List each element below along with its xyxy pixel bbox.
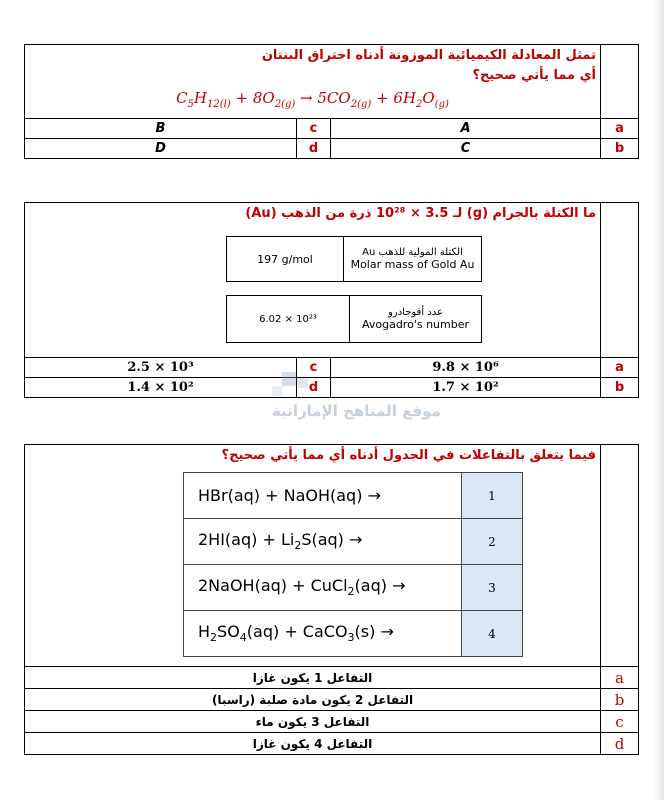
reaction-equation: HBr(aq) + NaOH(aq) →	[184, 473, 462, 519]
answer-cell[interactable]: 1.7 × 10²	[331, 378, 601, 398]
option-letter: d	[601, 733, 639, 755]
answer-cell[interactable]: C	[331, 139, 601, 159]
question-1-stem-line-2: أي مما يأتي صحيح؟	[472, 68, 597, 83]
answer-letter: a	[601, 119, 639, 139]
question-1-number-cell	[601, 45, 639, 119]
reaction-number: 3	[462, 565, 523, 611]
question-3-number-cell	[601, 445, 639, 667]
reaction-equation: $2HI(aq) + Li_2S(aq)$ →	[184, 519, 462, 565]
option-letter: a	[601, 667, 639, 689]
answer-cell[interactable]: B	[25, 119, 297, 139]
question-2-stem-text: ما الكتلة بالجرام (g) لـ 3.5 × 10²⁸ ذرة من الذهب (Au)	[245, 206, 596, 221]
answer-letter: a	[601, 358, 639, 378]
watermark-text: موقع المناهج الإماراتية	[272, 402, 441, 420]
answer-cell[interactable]: A	[331, 119, 601, 139]
answer-cell[interactable]: 2.5 × 10³	[25, 358, 297, 378]
avogadro-label-ar: عدد أفوجادرو	[388, 307, 443, 318]
reaction-equation: $H_2SO_4(aq)$ + CaCO$_3$(s) →	[184, 611, 462, 657]
answer-letter: b	[601, 139, 639, 159]
question-2-number-cell	[601, 203, 639, 358]
combustion-equation: $C_5H_{12(l)} + 8O_{2(g)} \to 5CO_{2(g)} + 6H_2O_{(g)}$	[176, 89, 449, 110]
option-text[interactable]: التفاعل 4 يكون غازا	[25, 733, 601, 755]
question-1-stem-line-1: تمثل المعادلة الكيميائية الموزونة أدناه احتراق البنتان	[261, 48, 597, 63]
reaction-equation: 2NaOH(aq) + CuCl$_2$(aq) →	[184, 565, 462, 611]
avogadro-label	[350, 296, 482, 343]
page-edge-shadow	[654, 0, 664, 800]
option-text[interactable]: التفاعل 3 يكون ماء	[25, 711, 601, 733]
option-text[interactable]: التفاعل 1 يكون غازا	[25, 667, 601, 689]
molar-mass-label-ar: الكتلة المولية للذهب Au	[362, 247, 463, 258]
avogadro-value: 6.02 × 10²³	[227, 296, 350, 343]
answer-letter: d	[297, 139, 331, 159]
reaction-number: 4	[462, 611, 523, 657]
molar-mass-label	[344, 237, 482, 282]
answer-letter: c	[297, 358, 331, 378]
option-letter: b	[601, 689, 639, 711]
answer-letter: c	[297, 119, 331, 139]
answer-letter: b	[601, 378, 639, 398]
question-3-stem-text: فيما يتعلق بالتفاعلات في الجدول أدناه أي مما يأتي صحيح؟	[221, 448, 596, 463]
avogadro-box	[226, 295, 482, 343]
reaction-number: 1	[462, 473, 523, 519]
avogadro-label-en: Avogadro's number	[361, 318, 470, 331]
reaction-number: 2	[462, 519, 523, 565]
molar-mass-value: 197 g/mol	[227, 237, 344, 282]
question-1-table	[24, 44, 639, 159]
answer-letter: d	[297, 378, 331, 398]
option-letter: c	[601, 711, 639, 733]
answer-cell[interactable]: 1.4 × 10²	[25, 378, 297, 398]
reactions-table	[183, 472, 523, 657]
molar-mass-box	[226, 236, 482, 282]
answer-cell[interactable]: 9.8 × 10⁶	[331, 358, 601, 378]
molar-mass-label-en: Molar mass of Gold Au	[350, 258, 475, 271]
answer-cell[interactable]: D	[25, 139, 297, 159]
question-1-stem	[25, 45, 601, 119]
option-text[interactable]: التفاعل 2 يكون مادة صلبة (راسبا)	[25, 689, 601, 711]
